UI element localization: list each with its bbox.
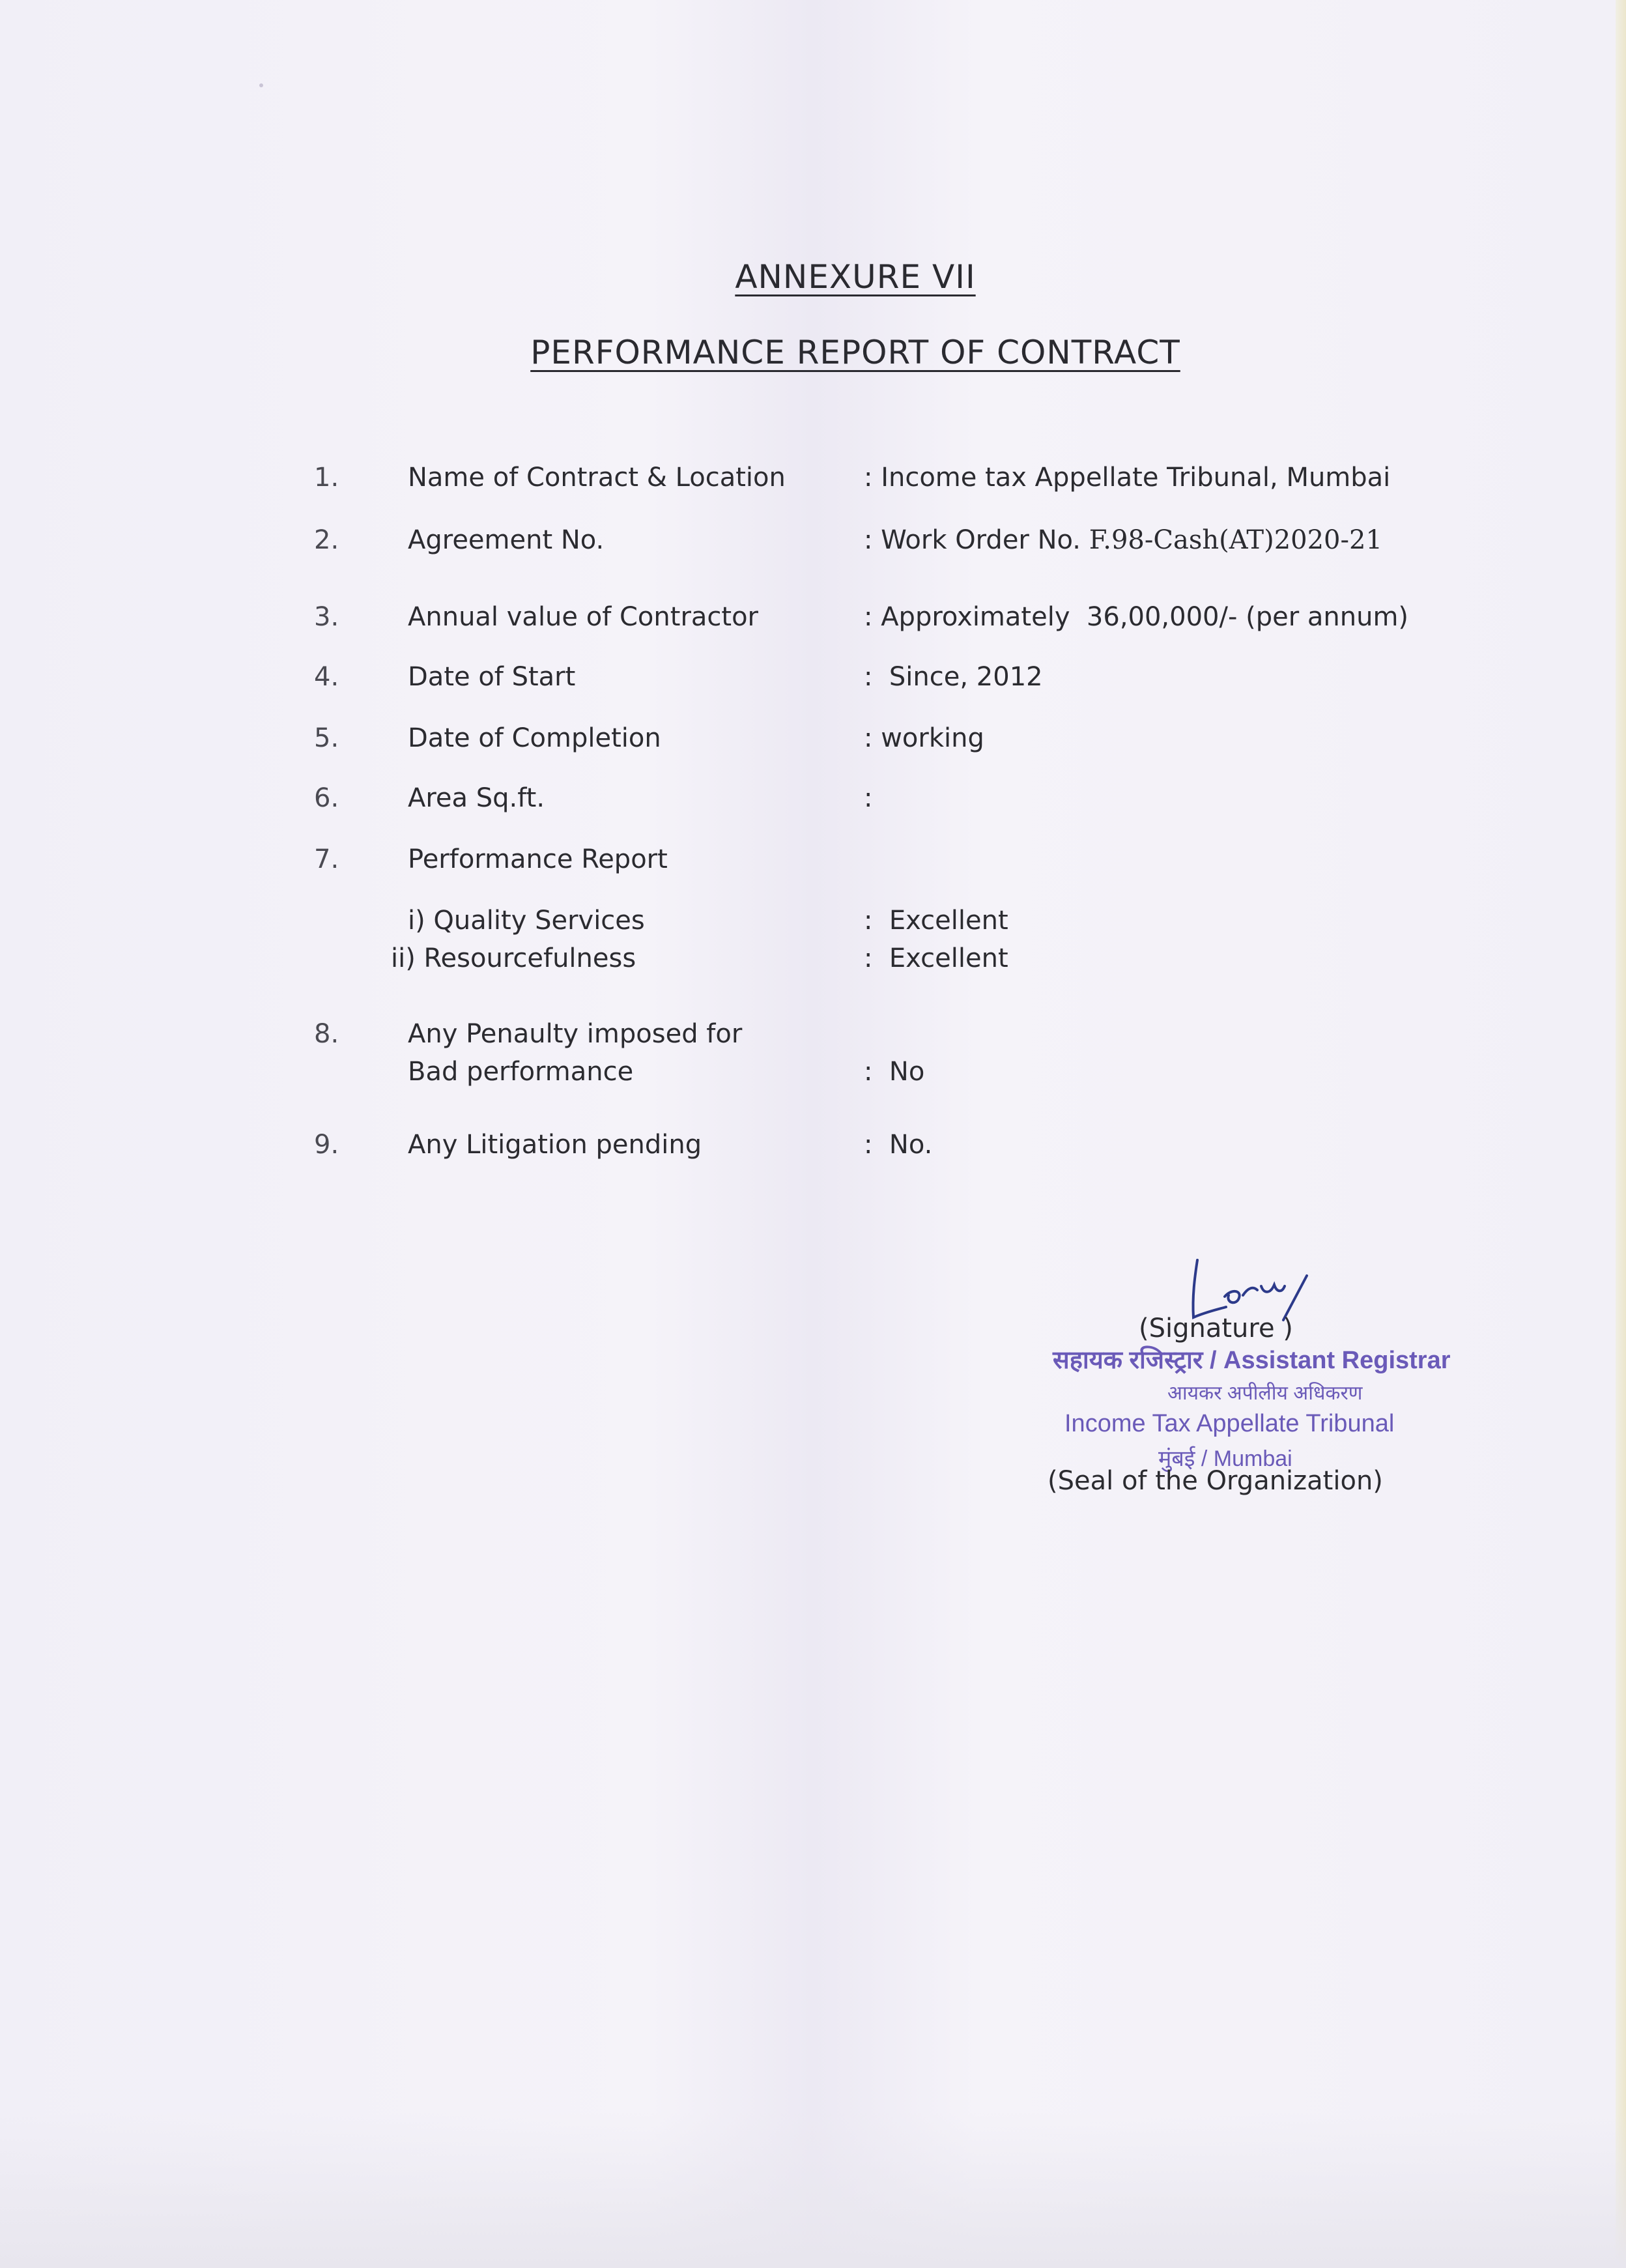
item-label: Any Litigation pending bbox=[408, 1130, 702, 1160]
list-item-continued bbox=[0, 1057, 1626, 1096]
list-item bbox=[0, 844, 1626, 883]
item-label: Performance Report bbox=[408, 844, 668, 874]
item-number: 8. bbox=[314, 1019, 339, 1049]
stamp-organization: Income Tax Appellate Tribunal bbox=[1064, 1410, 1395, 1437]
performance-label: ii) Resourcefulness bbox=[391, 943, 636, 973]
item-value bbox=[864, 525, 1382, 555]
list-item bbox=[0, 783, 1626, 822]
item-value: : working bbox=[864, 723, 984, 753]
list-item bbox=[0, 602, 1626, 641]
item-number: 9. bbox=[314, 1130, 339, 1160]
scan-speck bbox=[259, 83, 263, 87]
item-value: : No. bbox=[864, 1130, 933, 1160]
item-label: Name of Contract & Location bbox=[408, 463, 786, 493]
item-label: Bad performance bbox=[408, 1057, 634, 1087]
item-value: : No bbox=[864, 1057, 925, 1087]
list-item bbox=[0, 1019, 1626, 1058]
performance-label: i) Quality Services bbox=[408, 906, 645, 936]
item-label: Any Penaulty imposed for bbox=[408, 1019, 743, 1049]
stamp-city: मुंबई / Mumbai bbox=[1158, 1446, 1292, 1471]
item-number: 2. bbox=[314, 525, 339, 555]
signature-label: (Signature ) bbox=[1139, 1313, 1293, 1343]
item-number: 1. bbox=[314, 463, 339, 493]
work-order-number: F.98-Cash(AT)2020-21 bbox=[1089, 525, 1382, 555]
item-value: : Income tax Appellate Tribunal, Mumbai bbox=[864, 463, 1391, 493]
stamp-hindi-name: आयकर अपीलीय अधिकरण bbox=[1167, 1383, 1363, 1404]
item-value: : bbox=[864, 783, 873, 813]
performance-item bbox=[0, 906, 1626, 945]
item-number: 6. bbox=[314, 783, 339, 813]
item-number: 5. bbox=[314, 723, 339, 753]
item-value: : Since, 2012 bbox=[864, 662, 1043, 692]
annexure-heading: ANNEXURE VII bbox=[735, 258, 976, 296]
stamp-designation: सहायक रजिस्ट्रार / Assistant Registrar bbox=[1053, 1347, 1451, 1374]
scan-shadow bbox=[0, 2112, 1626, 2268]
performance-value: : Excellent bbox=[864, 943, 1008, 973]
list-item bbox=[0, 1130, 1626, 1169]
list-item bbox=[0, 662, 1626, 701]
item-label: Area Sq.ft. bbox=[408, 783, 545, 813]
work-order-prefix: : Work Order No. bbox=[864, 525, 1081, 555]
item-number: 7. bbox=[314, 844, 339, 874]
item-label: Annual value of Contractor bbox=[408, 602, 758, 632]
item-number: 3. bbox=[314, 602, 339, 632]
item-value: : Approximately 36,00,000/- (per annum) bbox=[864, 602, 1409, 632]
item-label: Date of Start bbox=[408, 662, 576, 692]
list-item bbox=[0, 723, 1626, 762]
item-label: Agreement No. bbox=[408, 525, 605, 555]
performance-value: : Excellent bbox=[864, 906, 1008, 936]
item-number: 4. bbox=[314, 662, 339, 692]
list-item bbox=[0, 463, 1626, 502]
list-item bbox=[0, 525, 1626, 564]
item-label: Date of Completion bbox=[408, 723, 661, 753]
performance-item bbox=[0, 943, 1626, 983]
seal-label: (Seal of the Organization) bbox=[1048, 1466, 1383, 1496]
document-title: PERFORMANCE REPORT OF CONTRACT bbox=[530, 334, 1180, 371]
